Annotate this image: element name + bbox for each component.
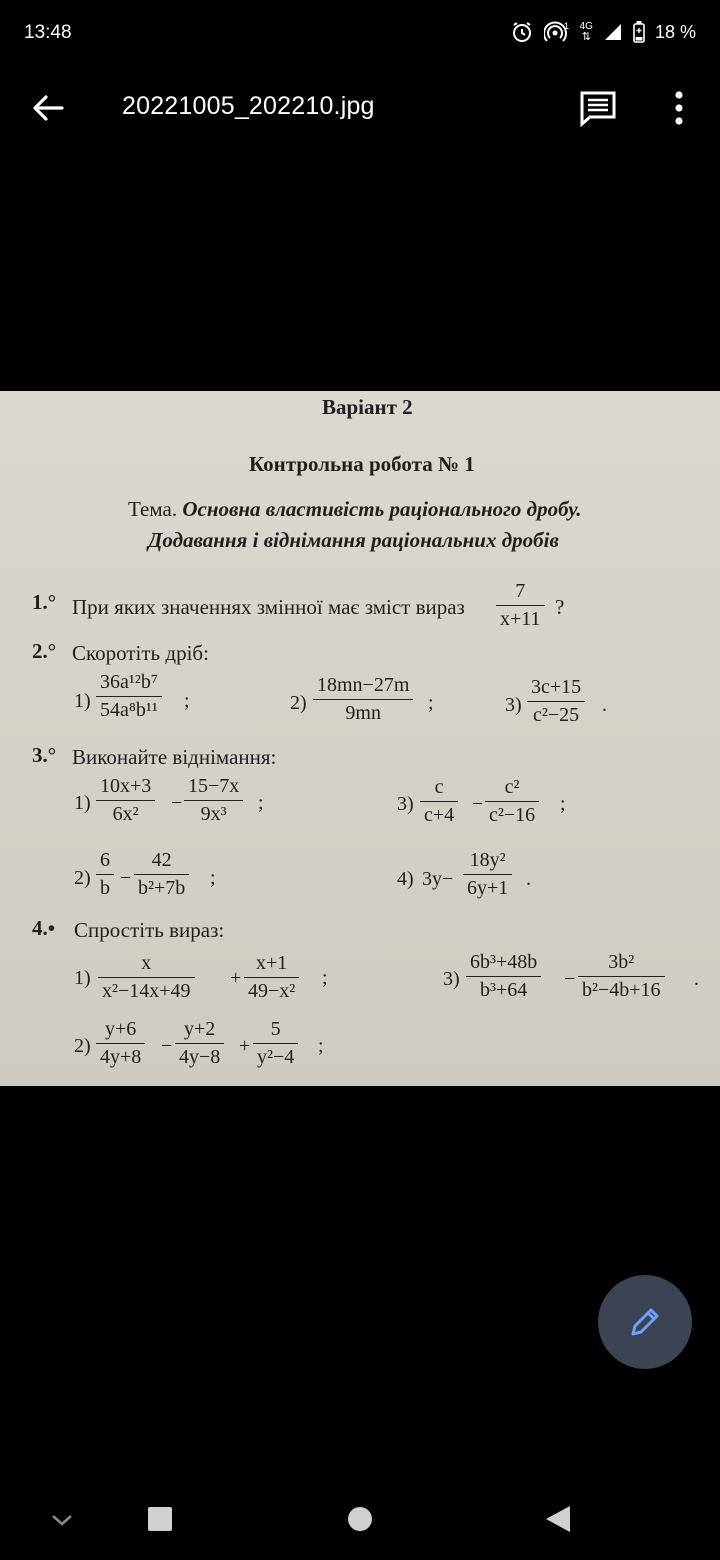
denominator: c+4: [424, 804, 455, 826]
fraction: [313, 674, 413, 725]
item-label: 4): [397, 868, 414, 890]
fraction-bar: [485, 801, 539, 802]
denominator: 6y+1: [467, 877, 509, 899]
numerator: c: [434, 776, 444, 798]
numerator: 15−7x: [188, 775, 240, 797]
navigation-bar: [0, 1490, 720, 1560]
item-tail: .: [694, 968, 699, 990]
document-image: [0, 391, 720, 1086]
more-vert-icon: [664, 86, 694, 130]
fraction-bar: [578, 976, 665, 977]
fraction: [420, 776, 458, 827]
numerator: 3b²: [608, 951, 635, 973]
fraction: [96, 775, 155, 826]
numerator: 18mn−27m: [317, 674, 410, 696]
numerator: 5: [270, 1018, 281, 1040]
fraction: [578, 951, 665, 1002]
item-label: 2): [74, 1035, 91, 1057]
denominator: 6x²: [112, 803, 139, 825]
status-bar: [0, 0, 720, 68]
operator: −: [161, 1035, 173, 1057]
denominator: 54a⁸b¹¹: [100, 699, 158, 721]
question-text: При яких значеннях змінної має зміст вираз: [72, 595, 465, 619]
fraction: [253, 1018, 298, 1069]
comment-icon: [578, 88, 618, 128]
fraction: [496, 580, 545, 631]
nav-back-icon: [544, 1504, 572, 1534]
fraction-bar: [134, 874, 189, 875]
work-title: Контрольна робота № 1: [249, 452, 475, 476]
question-text: Скоротіть дріб:: [72, 641, 209, 665]
item-label: 1): [74, 690, 91, 712]
fraction: [466, 951, 541, 1002]
operator: −: [120, 867, 132, 889]
item-tail: ;: [210, 867, 216, 889]
nav-recents-button[interactable]: [147, 1506, 173, 1532]
back-button[interactable]: [30, 90, 66, 126]
item-label: 3): [505, 694, 522, 716]
fraction: [463, 849, 512, 900]
fraction-bar: [313, 699, 413, 700]
question-number: 3.°: [32, 743, 57, 767]
fraction-bar: [96, 800, 155, 801]
fraction: [98, 952, 195, 1003]
question-text: Спростіть вираз:: [74, 918, 225, 942]
numerator: 18y²: [469, 849, 506, 871]
edit-fab-button[interactable]: [598, 1275, 692, 1369]
numerator: 7: [515, 580, 526, 602]
svg-text:1: 1: [563, 21, 569, 31]
question-number: 2.°: [32, 639, 57, 663]
denominator: x+11: [500, 608, 541, 630]
fraction-bar: [96, 696, 162, 697]
denominator: 9mn: [345, 702, 381, 724]
item-tail: ;: [318, 1035, 324, 1057]
battery-level: 18 %: [654, 21, 696, 42]
numerator: y+6: [105, 1018, 137, 1040]
item-label: 2): [290, 692, 307, 714]
numerator: x+1: [256, 952, 288, 974]
denominator: 4y+8: [100, 1046, 142, 1068]
fraction-bar: [244, 977, 299, 978]
nav-back-button[interactable]: [544, 1504, 572, 1534]
topic-text-2: Додавання і віднімання раціональних дробів: [148, 528, 559, 552]
denominator: x²−14x+49: [102, 980, 191, 1002]
item-tail: ;: [322, 967, 328, 989]
fraction: [184, 775, 243, 826]
alarm-icon: [510, 20, 534, 44]
back-arrow-icon: [30, 90, 66, 126]
fraction: [244, 952, 299, 1003]
nav-home-icon: [347, 1506, 373, 1532]
numerator: c²: [504, 776, 520, 798]
denominator: b²+7b: [138, 877, 186, 899]
fraction-bar: [96, 1043, 145, 1044]
denominator: c²−25: [533, 704, 580, 726]
denominator: 9x³: [200, 803, 227, 825]
fraction-bar: [175, 1043, 224, 1044]
item-label: 3): [397, 793, 414, 815]
nav-home-button[interactable]: [347, 1506, 373, 1532]
hotspot-icon: [544, 20, 570, 44]
data-arrows-icon: ⇅: [581, 31, 591, 43]
status-time: 13:48: [24, 22, 72, 43]
fraction-bar: [98, 977, 195, 978]
fraction: [96, 671, 162, 722]
numerator: 6: [100, 849, 110, 871]
numerator: 10x+3: [100, 775, 152, 797]
network-indicator: [580, 22, 593, 42]
operator: −: [564, 968, 576, 990]
file-title: 20221005_202210.jpg: [122, 92, 375, 120]
fraction-bar: [184, 800, 243, 801]
fraction-bar: [420, 801, 458, 802]
numerator: 42: [151, 849, 172, 871]
item-tail: ;: [560, 793, 566, 815]
topic-prefix: Тема.: [128, 497, 178, 521]
item-label: 1): [74, 792, 91, 814]
signal-icon: [603, 22, 623, 42]
fraction: [527, 676, 585, 727]
more-options-button[interactable]: [664, 86, 694, 130]
fraction: [96, 1018, 145, 1069]
item-label: 1): [74, 967, 91, 989]
lead-term: 3y−: [422, 868, 454, 890]
topic-text-1: Основна властивість раціонального дробу.: [182, 497, 582, 521]
numerator: 6b³+48b: [470, 951, 538, 973]
edit-pencil-icon: [627, 1304, 663, 1340]
nav-collapse-button[interactable]: [48, 1508, 76, 1532]
network-type: 4G: [579, 21, 593, 32]
denominator: 49−x²: [248, 980, 296, 1002]
question-number: 4.•: [32, 916, 56, 940]
denominator: c²−16: [489, 804, 536, 826]
numerator: y+2: [184, 1018, 216, 1040]
operator: +: [239, 1035, 251, 1057]
comments-button[interactable]: [578, 88, 618, 128]
status-icons: [510, 20, 696, 44]
item-tail: ;: [258, 792, 264, 814]
denominator: y²−4: [257, 1046, 295, 1068]
numerator: 36a¹²b⁷: [100, 671, 158, 693]
question-tail: ?: [555, 595, 565, 619]
question-text: Виконайте віднімання:: [72, 745, 277, 769]
app-bar: [0, 70, 720, 144]
question-number: 1.°: [32, 590, 57, 614]
item-tail: .: [526, 868, 531, 890]
item-tail: .: [602, 694, 607, 716]
item-tail: ;: [184, 690, 190, 712]
battery-icon: [633, 21, 645, 43]
fraction-bar: [96, 874, 114, 875]
fraction-bar: [466, 976, 541, 977]
item-label: 2): [74, 867, 91, 889]
denominator: 4y−8: [179, 1046, 221, 1068]
denominator: b³+64: [480, 979, 528, 1001]
fraction-bar: [463, 874, 512, 875]
nav-collapse-icon: [48, 1508, 76, 1532]
fraction-bar: [253, 1043, 298, 1044]
nav-recents-icon: [147, 1506, 173, 1532]
fraction-bar: [496, 605, 545, 606]
topic-line-1: [128, 497, 582, 522]
fraction: [134, 849, 189, 900]
operator: +: [230, 967, 242, 989]
fraction: [96, 849, 114, 900]
operator: −: [171, 792, 183, 814]
variant-heading: Варіант 2: [322, 395, 413, 419]
numerator: 3c+15: [531, 676, 582, 698]
fraction: [175, 1018, 224, 1069]
numerator: x: [141, 952, 152, 974]
denominator: b: [100, 877, 110, 899]
item-tail: ;: [428, 692, 434, 714]
item-label: 3): [443, 968, 460, 990]
denominator: b²−4b+16: [582, 979, 661, 1001]
operator: −: [472, 793, 484, 815]
fraction-bar: [527, 701, 585, 702]
fraction: [485, 776, 539, 827]
